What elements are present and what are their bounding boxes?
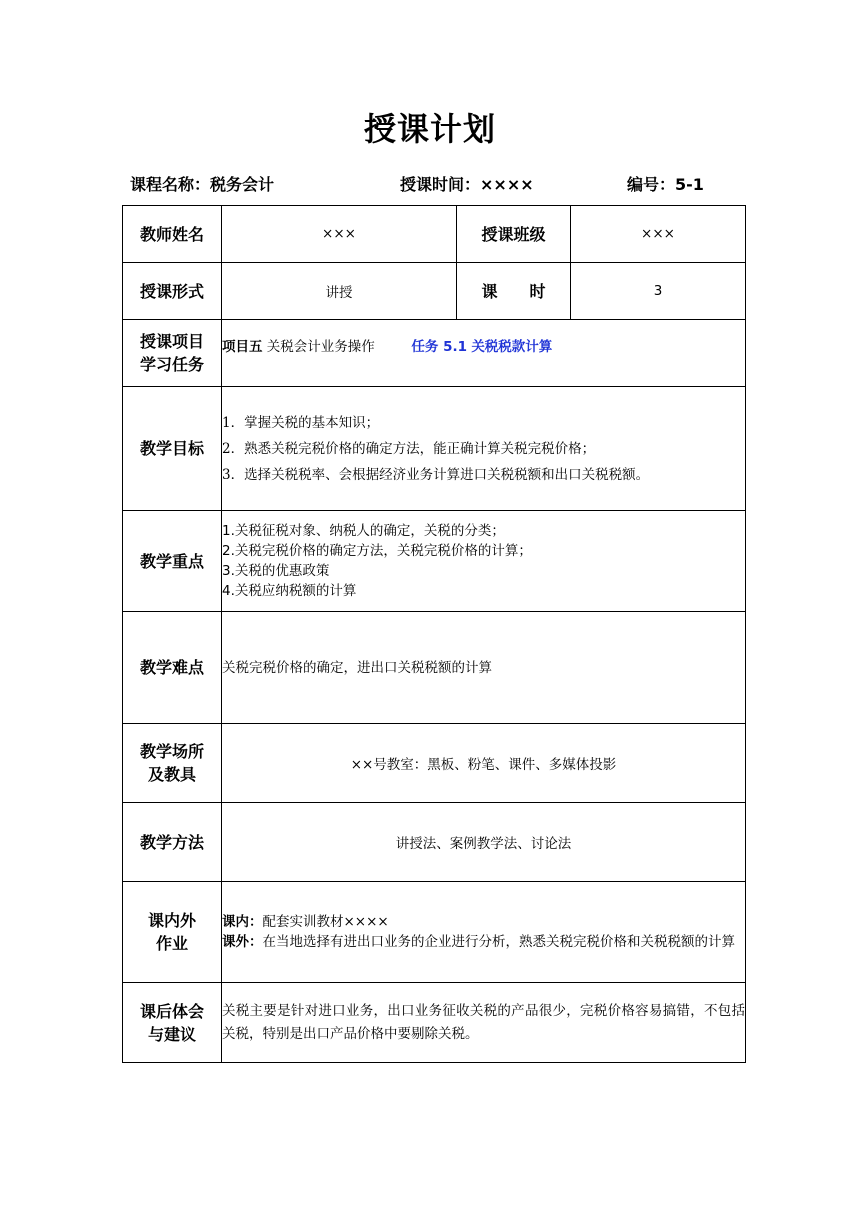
homework-after-class: 课外：在当地选择有进出口业务的企业进行分析，熟悉关税完税价格和关税税额的计算 bbox=[222, 934, 735, 950]
course-name-label: 课程名称： bbox=[130, 175, 211, 194]
table-row bbox=[123, 983, 746, 1063]
project-task-label bbox=[123, 320, 222, 387]
document-title: 授课计划 bbox=[363, 110, 496, 148]
key-points-label: 教学重点 bbox=[123, 511, 222, 612]
venue-value: ××号教室：黑板、粉笔、课件、多媒体投影 bbox=[222, 724, 746, 803]
teacher-name-label: 教师姓名 bbox=[123, 206, 222, 263]
document-number-label: 编号： bbox=[627, 175, 676, 194]
teaching-time-value: ×××× bbox=[480, 175, 534, 194]
class-hours-value: 3 bbox=[571, 263, 746, 320]
table-row bbox=[123, 511, 746, 612]
venue-label: 教学场所 及教具 bbox=[123, 724, 222, 803]
task-prefix: 任务 5.1 bbox=[411, 339, 468, 355]
teaching-form-value: 讲授 bbox=[222, 263, 457, 320]
teaching-form-label: 授课形式 bbox=[123, 263, 222, 320]
class-hours-label: 课 时 bbox=[457, 263, 571, 320]
table-row bbox=[123, 612, 746, 724]
homework-value bbox=[222, 882, 746, 983]
objectives-label: 教学目标 bbox=[123, 387, 222, 511]
objectives-list bbox=[222, 387, 746, 511]
document-number bbox=[627, 172, 704, 195]
key-points-list bbox=[222, 511, 746, 612]
teaching-time-label: 授课时间： bbox=[400, 175, 481, 194]
project-task-value bbox=[222, 320, 746, 387]
task-name: 关税税款计算 bbox=[471, 339, 553, 355]
lesson-plan-table bbox=[122, 205, 746, 1063]
table-row bbox=[123, 724, 746, 803]
homework-label: 课内外 作业 bbox=[123, 882, 222, 983]
reflection-value: 关税主要是针对进口业务，出口业务征收关税的产品很少，完税价格容易搞错，不包括关税，特别是出口产品价格中要剔除关税。 bbox=[222, 983, 746, 1063]
teacher-name-value: ××× bbox=[222, 206, 457, 263]
difficulties-value: 关税完税价格的确定，进出口关税税额的计算 bbox=[222, 612, 746, 724]
class-value: ××× bbox=[571, 206, 746, 263]
list-item: 3．选择关税税率、会根据经济业务计算进口关税税额和出口关税税额。 bbox=[222, 466, 650, 483]
list-item: 2.关税完税价格的确定方法，关税完税价格的计算； bbox=[222, 543, 532, 559]
method-value: 讲授法、案例教学法、讨论法 bbox=[222, 803, 746, 882]
homework-in-class: 课内：配套实训教材×××× bbox=[222, 914, 389, 930]
class-label: 授课班级 bbox=[457, 206, 571, 263]
document-number-value: 5-1 bbox=[675, 175, 704, 194]
list-item: 2．熟悉关税完税价格的确定方法，能正确计算关税完税价格； bbox=[222, 440, 596, 457]
list-item: 3.关税的优惠政策 bbox=[222, 563, 330, 579]
table-row bbox=[123, 387, 746, 511]
table-row bbox=[123, 882, 746, 983]
difficulties-label: 教学难点 bbox=[123, 612, 222, 724]
list-item: 4.关税应纳税额的计算 bbox=[222, 583, 357, 599]
project-prefix: 项目五 bbox=[222, 339, 263, 355]
table-row bbox=[123, 803, 746, 882]
list-item: 1.关税征税对象、纳税人的确定，关税的分类； bbox=[222, 523, 505, 539]
project-task-label-line2: 学习任务 bbox=[139, 355, 204, 374]
table-row bbox=[123, 206, 746, 263]
project-task-label-line1: 授课项目 bbox=[139, 332, 204, 351]
teaching-time bbox=[400, 172, 534, 195]
course-name-value: 税务会计 bbox=[210, 175, 275, 194]
method-label: 教学方法 bbox=[123, 803, 222, 882]
table-row bbox=[123, 320, 746, 387]
list-item: 1．掌握关税的基本知识； bbox=[222, 414, 380, 431]
table-row bbox=[123, 263, 746, 320]
course-name bbox=[130, 172, 274, 195]
reflection-label: 课后体会 与建议 bbox=[123, 983, 222, 1063]
project-name: 关税会计业务操作 bbox=[266, 339, 375, 355]
